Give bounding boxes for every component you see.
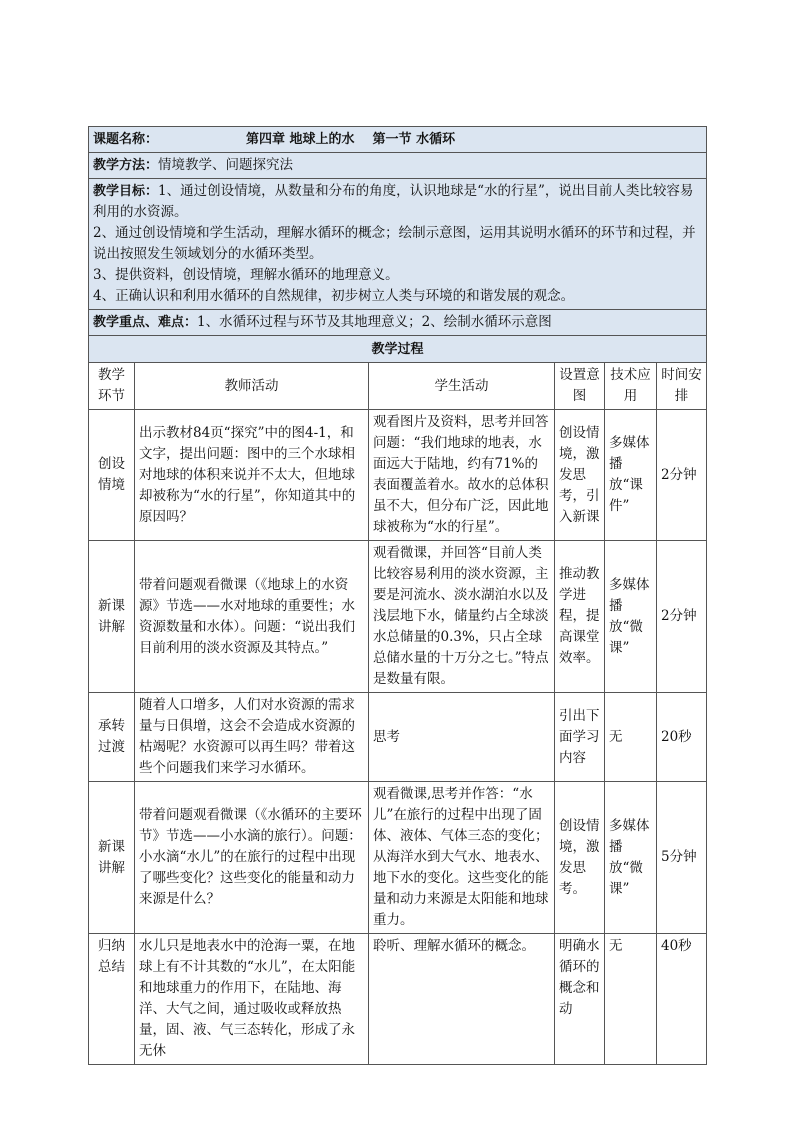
keypoints-cell [89, 310, 707, 336]
stage-cell: 新课讲解 [89, 541, 135, 693]
teacher-cell: 随着人口增多，人们对水资源的需求量与日俱增，这会不会造成水资源的枯竭呢？水资源可以再生吗？带着这些个问题我们来学习水循环。 [135, 693, 369, 782]
goal-item: 4、正确认识和利用水循环的自然规律，初步树立人类与环境的和谐发展的观念。 [93, 288, 575, 304]
teacher-cell: 出示教材84页“探究”中的图4-1，和文字，提出问题：图中的三个水球相对地球的体积来说并不太大，但地球却被称为“水的行星”，你知道其中的原因吗？ [135, 410, 369, 541]
col-header-tech: 技术应用 [605, 363, 657, 410]
goal-item: 1、通过创设情境，从数量和分布的角度，认识地球是“水的行星”，说出目前人类比较容易利用的水资源。 [93, 183, 694, 220]
course-section: 第一节 水循环 [372, 132, 456, 147]
table-row [89, 693, 707, 782]
teacher-cell: 水儿只是地表水中的沧海一粟，在地球上有不计其数的“水儿”，在太阳能和地球重力的作用下，在陆地、海洋、大气之间，通过吸收或释放热量，固、液、气三态转化，形成了永无休 [135, 934, 369, 1065]
table-row [89, 782, 707, 934]
student-cell: 聆听、理解水循环的概念。 [369, 934, 555, 1065]
course-chapter: 第四章 地球上的水 [246, 132, 355, 147]
table-row [89, 410, 707, 541]
intent-cell: 创设情境，激发思考，引入新课 [555, 410, 605, 541]
stage-cell: 新课讲解 [89, 782, 135, 934]
time-cell: 2分钟 [657, 541, 707, 693]
method-row [89, 153, 707, 179]
lesson-plan-table [88, 126, 707, 1065]
col-header-student: 学生活动 [369, 363, 555, 410]
goals-row [89, 179, 707, 310]
student-cell: 观看图片及资料，思考并回答问题：“我们地球的地表，水面远大于陆地，约有71%的表面覆盖着水。故水的总体积虽不大，但分布广泛，因此地球被称为“水的行星”。 [369, 410, 555, 541]
stage-cell: 创设情境 [89, 410, 135, 541]
time-cell: 2分钟 [657, 410, 707, 541]
tech-cell: 多媒体播放“课件” [605, 410, 657, 541]
tech-cell: 多媒体播放“微课” [605, 782, 657, 934]
col-header-time: 时间安排 [657, 363, 707, 410]
stage-cell: 归纳总结 [89, 934, 135, 1065]
teacher-cell: 带着问题观看微课（《水循环的主要环节》节选——小水滴的旅行）。问题：小水滴“水儿”的在旅行的过程中出现了哪些变化？这些变化的能量和动力来源是什么？ [135, 782, 369, 934]
method-value: 情境教学、问题探究法 [158, 157, 294, 173]
goal-item: 3、提供资料，创设情境，理解水循环的地理意义。 [93, 267, 399, 283]
process-title: 教学过程 [371, 341, 424, 357]
method-label: 教学方法： [93, 158, 159, 173]
intent-cell: 明确水循环的概念和动 [555, 934, 605, 1065]
intent-cell: 推动教学进程，提高课堂效率。 [555, 541, 605, 693]
table-row [89, 541, 707, 693]
goals-cell [89, 179, 707, 310]
column-header-row [89, 363, 707, 410]
col-header-teacher: 教师活动 [135, 363, 369, 410]
goals-label: 教学目标： [93, 184, 159, 199]
col-header-intent: 设置意图 [555, 363, 605, 410]
col-header-stage: 教学环节 [89, 363, 135, 410]
table-row [89, 934, 707, 1065]
stage-cell: 承转过渡 [89, 693, 135, 782]
time-cell: 40秒 [657, 934, 707, 1065]
student-cell: 观看微课,思考并作答：“水儿”在旅行的过程中出现了固体、液体、气体三态的变化；从海洋水到大气水、地表水、地下水的变化。这些变化的能量和动力来源是太阳能和地球重力。 [369, 782, 555, 934]
process-title-cell [89, 336, 707, 363]
tech-cell: 多媒体播放“微课” [605, 541, 657, 693]
intent-cell: 引出下面学习内容 [555, 693, 605, 782]
keypoints-label: 教学重点、难点： [93, 315, 198, 330]
keypoints-row [89, 310, 707, 336]
method-cell [89, 153, 707, 179]
keypoints-value: 1、水循环过程与环节及其地理意义；2、绘制水循环示意图 [197, 314, 552, 330]
goal-item: 2、通过创设情境和学生活动，理解水循环的概念；绘制示意图，运用其说明水循环的环节和过程，并说出按照发生领域划分的水循环类型。 [93, 225, 696, 262]
tech-cell: 无 [605, 934, 657, 1065]
student-cell: 观看微课，并回答“目前人类比较容易利用的淡水资源，主要是河流水、淡水湖泊水以及浅层地下水，储量约占全球淡水总储量的0.3%，只占全球总储水量的十万分之七。”特点是数量有限。 [369, 541, 555, 693]
tech-cell: 无 [605, 693, 657, 782]
process-title-row [89, 336, 707, 363]
course-label: 课题名称： [93, 132, 159, 147]
lesson-plan-page [88, 126, 706, 1065]
teacher-cell: 带着问题观看微课（《地球上的水资源》节选——水对地球的重要性；水资源数量和水体）。问题：“说出我们目前利用的淡水资源及其特点。” [135, 541, 369, 693]
time-cell: 5分钟 [657, 782, 707, 934]
intent-cell: 创设情境，激发思考。 [555, 782, 605, 934]
time-cell: 20秒 [657, 693, 707, 782]
course-cell [89, 127, 707, 153]
student-cell: 思考 [369, 693, 555, 782]
course-row [89, 127, 707, 153]
